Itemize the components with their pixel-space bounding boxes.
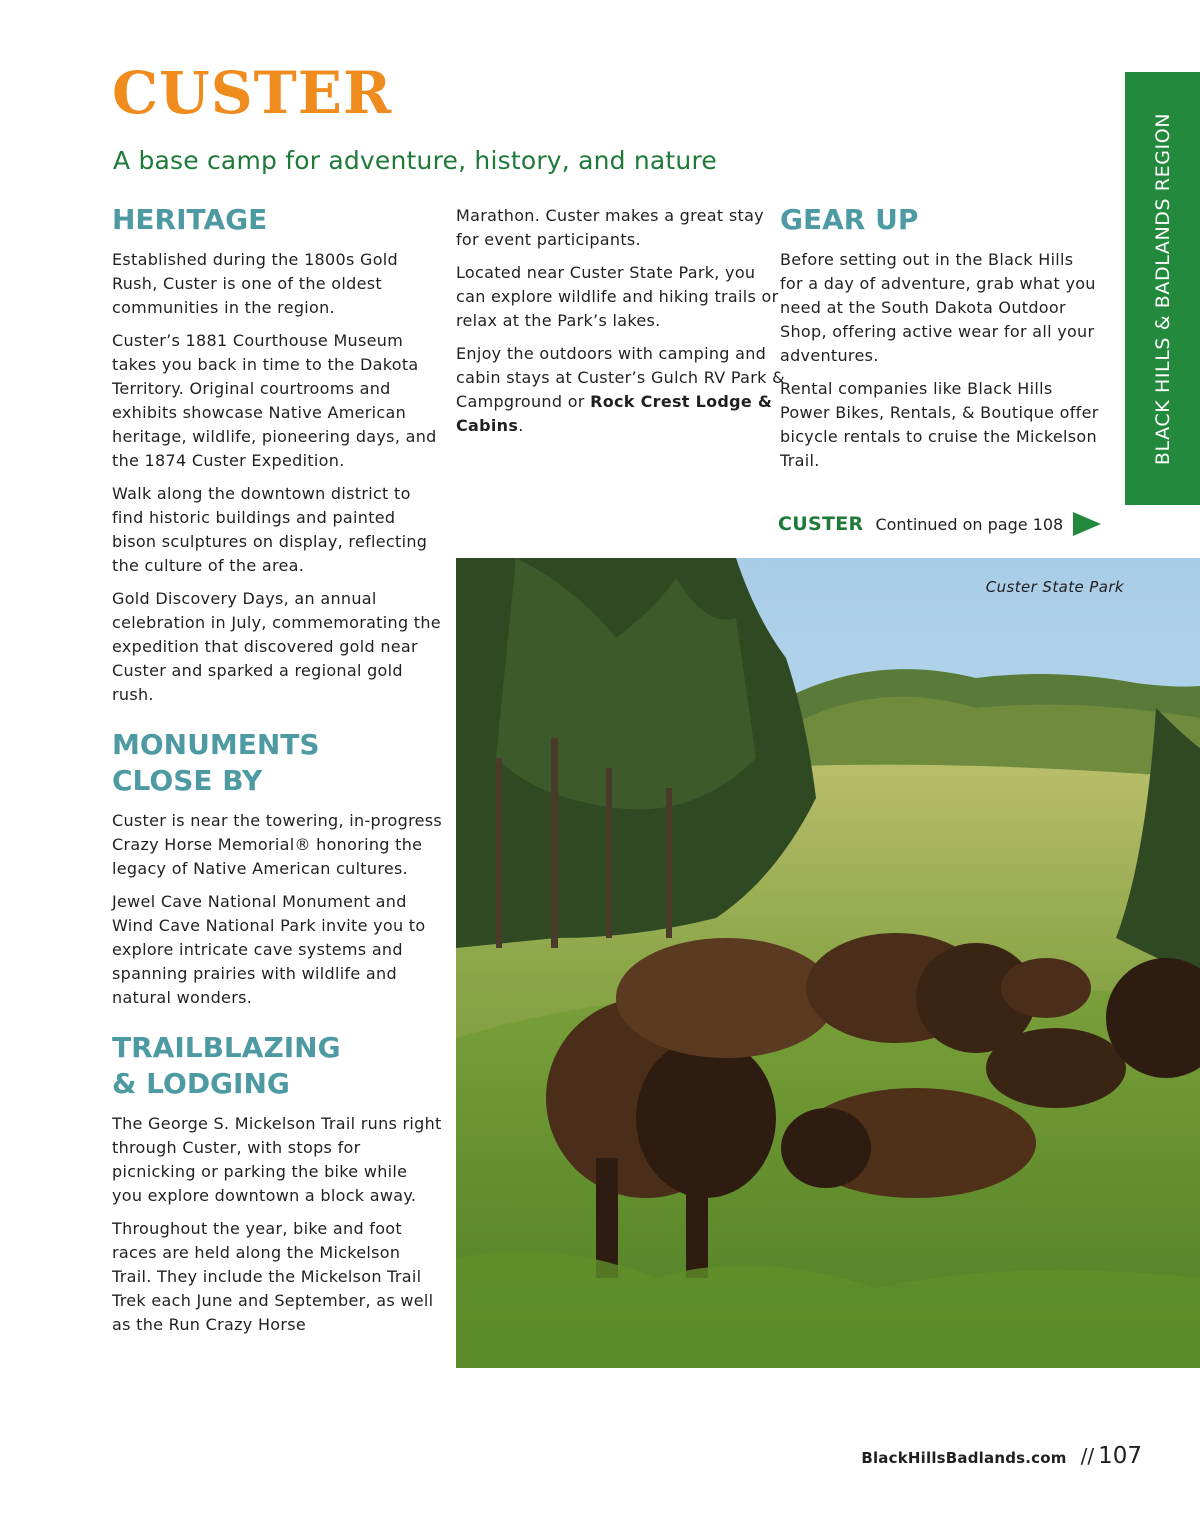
monuments-heading xyxy=(112,727,442,799)
column-left xyxy=(112,202,442,1346)
trailblazing-lodging-paragraph xyxy=(456,342,786,438)
heritage-paragraph: Walk along the downtown district to find historic buildings and painted bison sculptures on display, reflecting the culture of the area. xyxy=(112,484,428,575)
gear-up-paragraph: Before setting out in the Black Hills for a day of adventure, grab what you need at the South Dakota Outdoor Shop, offering active wear for all your adventures. xyxy=(780,250,1096,365)
trailblazing-heading-line2: & LODGING xyxy=(112,1067,290,1100)
continued-note xyxy=(778,509,1101,539)
trailblazing-paragraph: Marathon. Custer makes a great stay for event participants. xyxy=(456,206,764,249)
lodging-text-end: . xyxy=(518,416,524,435)
heritage-paragraph: Established during the 1800s Gold Rush, Custer is one of the oldest communities in the region. xyxy=(112,250,399,317)
page-title: CUSTER xyxy=(112,59,393,127)
trailblazing-paragraph: Throughout the year, bike and foot races are held along the Mickelson Trail. They include the Mickelson Trail Trek each June and September, as well as the Run Crazy Horse xyxy=(112,1219,434,1334)
continued-label: CUSTER xyxy=(778,513,864,535)
monuments-paragraph: Custer is near the towering, in-progress Crazy Horse Memorial® honoring the legacy of Native American cultures. xyxy=(112,811,443,878)
region-side-tab-label: BLACK HILLS & BADLANDS REGION xyxy=(1151,112,1174,465)
heritage-paragraph: Gold Discovery Days, an annual celebration in July, commemorating the expedition that discovered gold near Custer and sparked a regional gold rush. xyxy=(112,589,441,704)
heritage-paragraph: Custer’s 1881 Courthouse Museum takes you back in time to the Dakota Territory. Original courtrooms and exhibits showcase Native American heritage, wildlife, pioneering days, and the 1874 Custer Expedition. xyxy=(112,331,437,470)
lodging-name-bold: Rock Crest Lodge & Cabins xyxy=(456,392,773,435)
page-subtitle: A base camp for adventure, history, and nature xyxy=(113,146,717,175)
page-number: 107 xyxy=(1098,1443,1142,1469)
column-right xyxy=(780,202,1100,482)
play-arrow-icon xyxy=(1073,512,1101,536)
bison-photo xyxy=(456,558,1200,1368)
footer-website-link[interactable]: BlackHillsBadlands.com xyxy=(861,1449,1067,1467)
region-side-tab xyxy=(1125,72,1200,505)
monuments-heading-line2: CLOSE BY xyxy=(112,764,263,797)
gear-up-heading: GEAR UP xyxy=(780,203,919,236)
footer-separator: // xyxy=(1080,1444,1095,1468)
trailblazing-paragraph: The George S. Mickelson Trail runs right through Custer, with stops for picnicking or parking the bike while you explore downtown a block away. xyxy=(112,1114,442,1205)
monuments-paragraph: Jewel Cave National Monument and Wind Cave National Park invite you to explore intricate cave systems and spanning prairies with wildlife and natural wonders. xyxy=(112,892,426,1007)
column-middle xyxy=(456,204,786,447)
gear-up-paragraph: Rental companies like Black Hills Power Bikes, Rentals, & Boutique offer bicycle rentals to cruise the Mickelson Trail. xyxy=(780,379,1099,470)
trailblazing-heading-line1: TRAILBLAZING xyxy=(112,1031,341,1064)
trailblazing-paragraph: Located near Custer State Park, you can explore wildlife and hiking trails or relax at the Park’s lakes. xyxy=(456,263,779,330)
monuments-heading-line1: MONUMENTS xyxy=(112,728,320,761)
photo-caption: Custer State Park xyxy=(985,578,1124,596)
heritage-heading: HERITAGE xyxy=(112,203,268,236)
trailblazing-heading xyxy=(112,1030,442,1102)
continued-text: Continued on page 108 xyxy=(875,514,1064,534)
page-footer xyxy=(861,1443,1142,1469)
bison-photo-illustration xyxy=(456,558,1200,1368)
lodging-text: Enjoy the outdoors with camping and cabin stays at Custer’s Gulch RV Park & Campground or xyxy=(456,344,785,411)
